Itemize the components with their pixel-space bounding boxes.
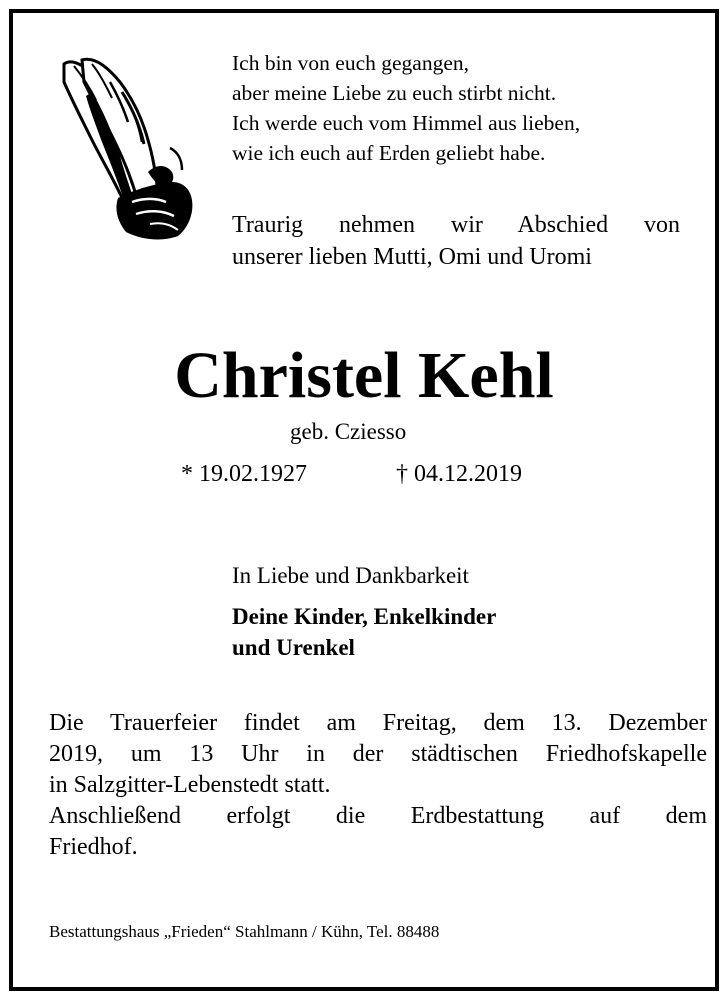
service-line: Friedhof. xyxy=(49,834,138,860)
maiden-name: geb. Cziesso xyxy=(290,419,407,444)
funeral-home: Bestattungshaus „Frieden“ Stahlmann / Kühn, Tel. 88488 xyxy=(49,922,440,941)
service-line: in Salzgitter-Lebenstedt statt. xyxy=(49,772,331,798)
intro-line: Traurig nehmen wir Abschied von xyxy=(232,212,680,238)
service-line: Anschließend erfolgt die Erdbestattung auf dem xyxy=(49,803,707,829)
praying-hands-icon xyxy=(52,52,198,242)
mourners-line: Deine Kinder, Enkelkinder xyxy=(232,604,497,629)
intro-line: unserer lieben Mutti, Omi und Uromi xyxy=(232,244,592,270)
service-info xyxy=(49,708,707,863)
farewell-intro xyxy=(232,209,680,273)
poem-line: aber meine Liebe zu euch stirbt nicht. xyxy=(232,81,557,105)
birth-date: * 19.02.1927 xyxy=(181,461,307,487)
service-line: 2019, um 13 Uhr in der städtischen Friedhofskapelle xyxy=(49,741,707,767)
deceased-name: Christel Kehl xyxy=(174,339,554,412)
death-date: † 04.12.2019 xyxy=(396,461,522,487)
poem-line: wie ich euch auf Erden geliebt habe. xyxy=(232,141,546,165)
poem-line: Ich werde euch vom Himmel aus lieben, xyxy=(232,111,581,135)
love-phrase: In Liebe und Dankbarkeit xyxy=(232,563,469,588)
service-line: Die Trauerfeier findet am Freitag, dem 13. Dezember xyxy=(49,710,707,736)
poem xyxy=(232,48,692,168)
mourners xyxy=(232,601,496,663)
mourners-line: und Urenkel xyxy=(232,635,355,660)
poem-line: Ich bin von euch gegangen, xyxy=(232,51,470,75)
